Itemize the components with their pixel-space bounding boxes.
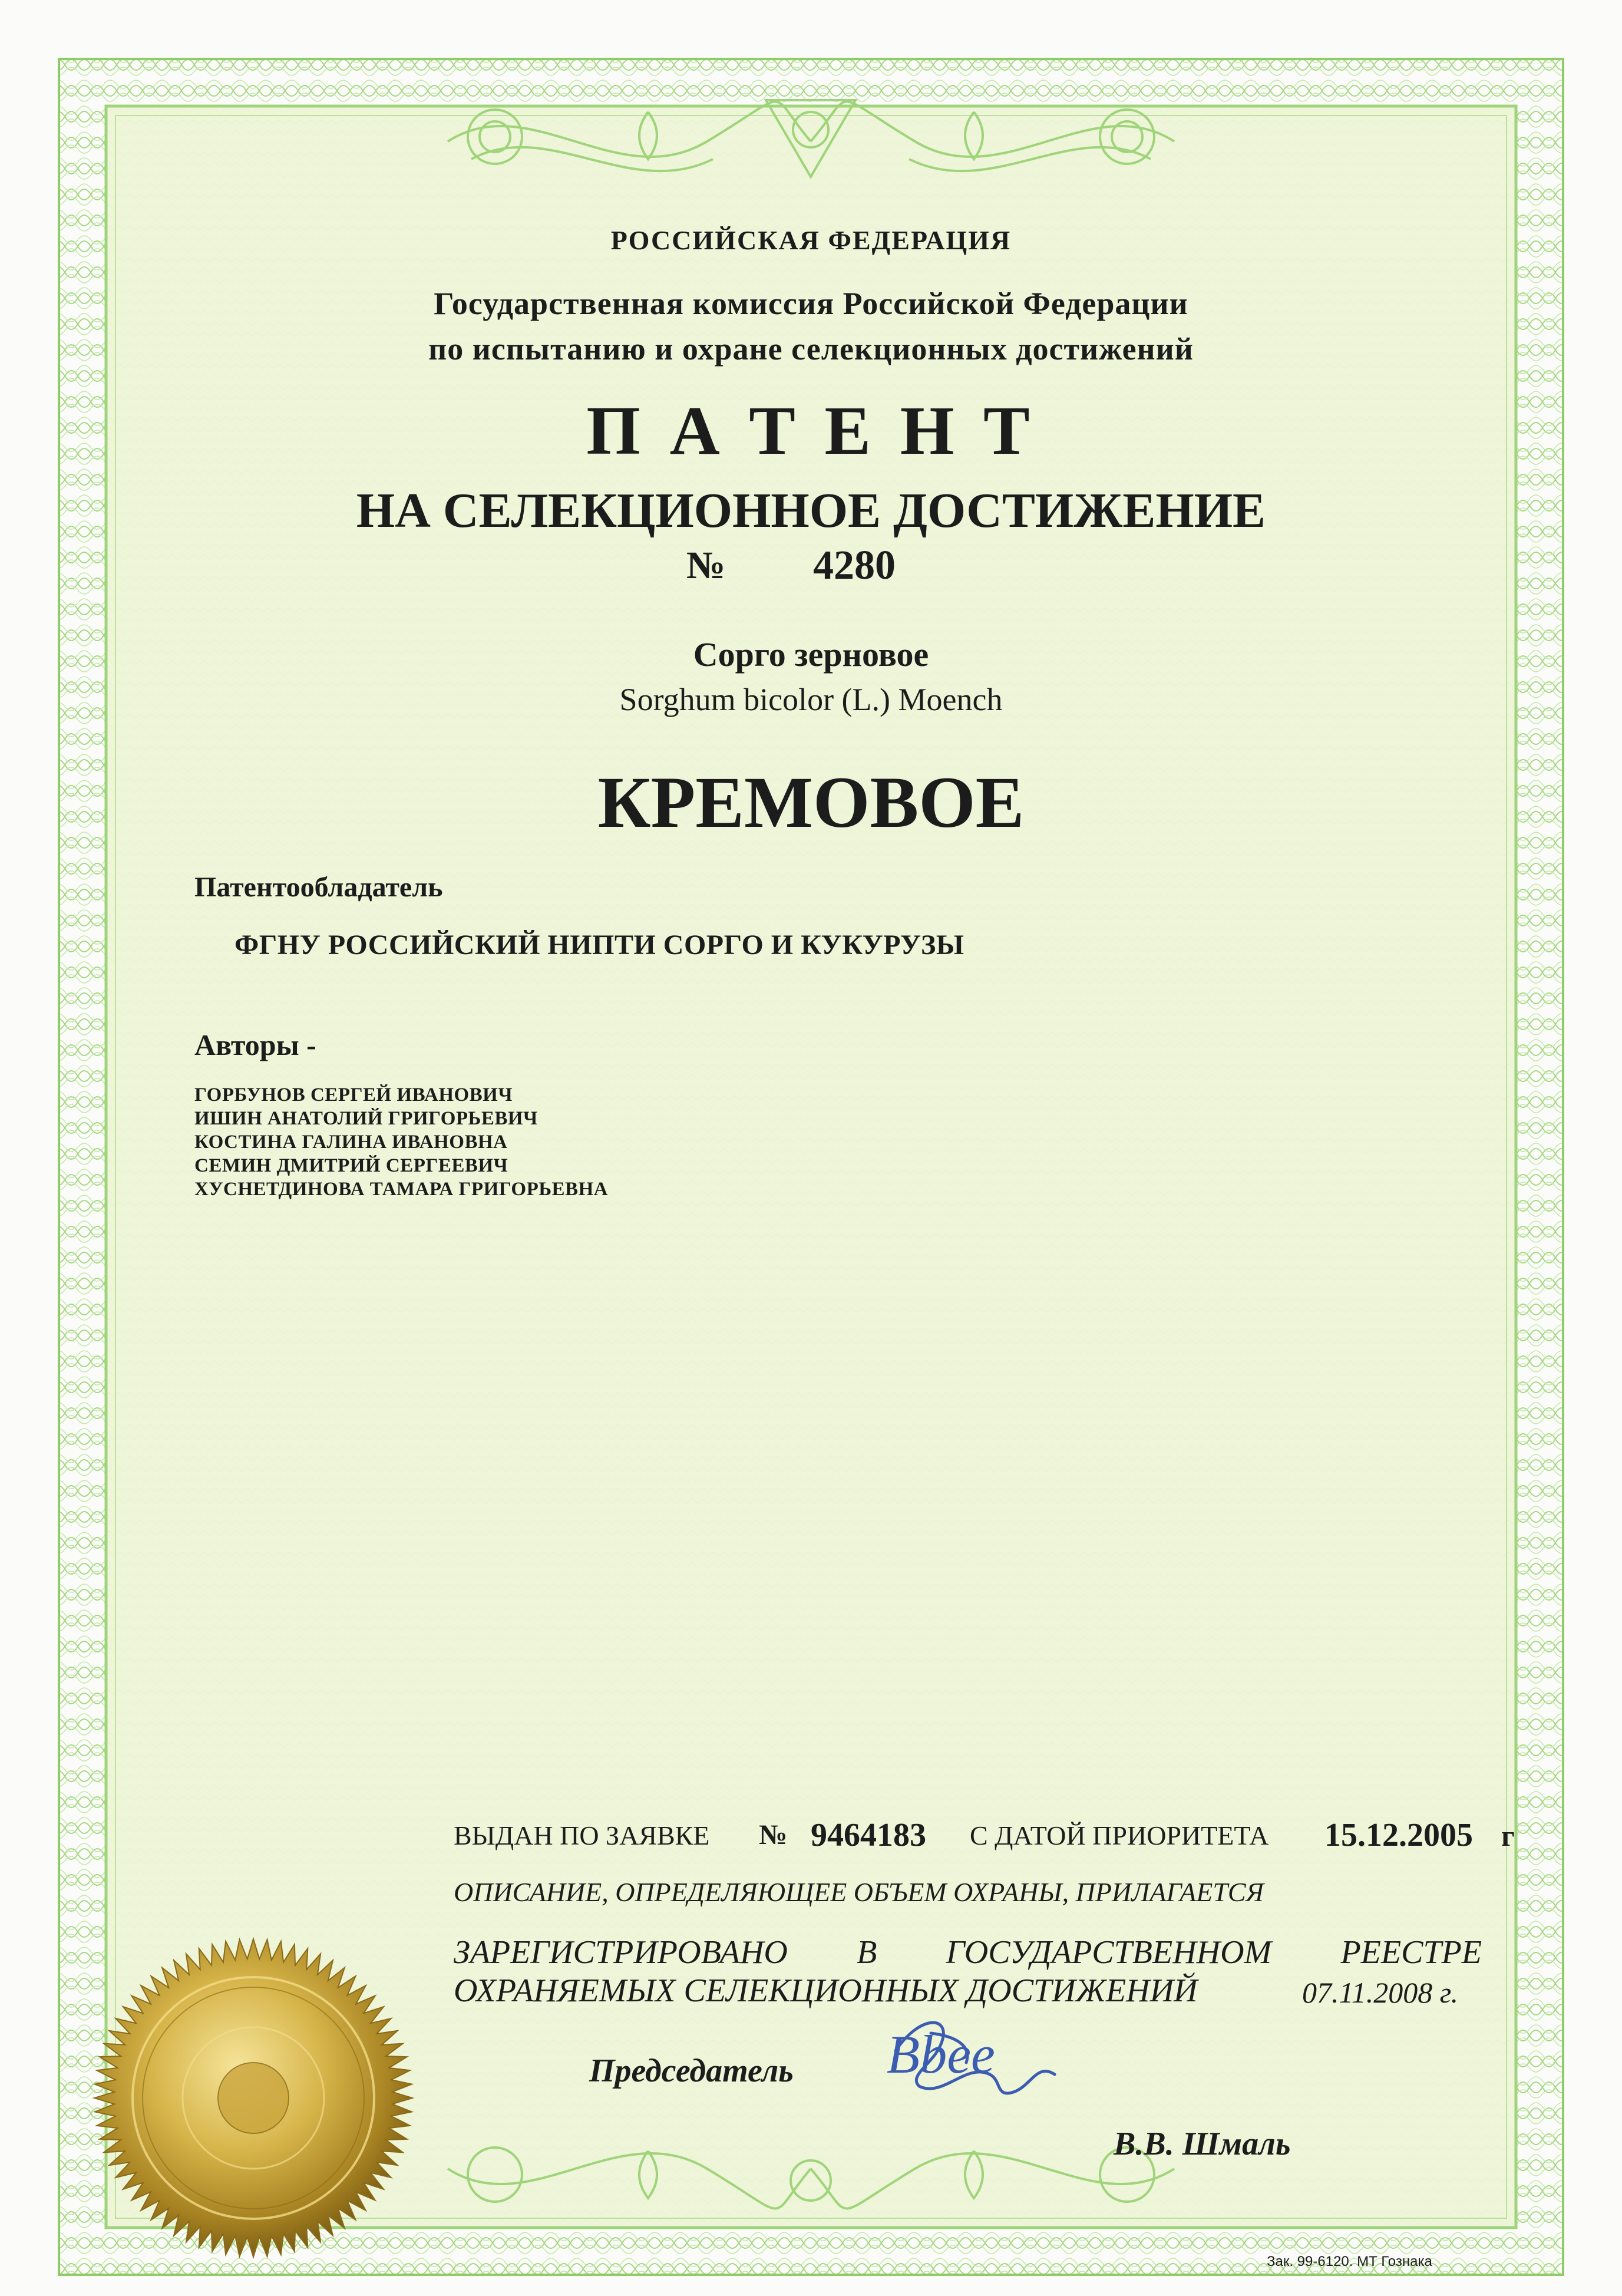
- authors-label: Авторы -: [194, 1028, 316, 1061]
- application-number-sign: №: [759, 1819, 788, 1850]
- gold-seal: [94, 1939, 412, 2257]
- patent-number-sign: №: [686, 544, 726, 587]
- patent-number: 4280: [813, 543, 896, 588]
- variety-name: КРЕМОВОЕ: [597, 762, 1025, 843]
- author-3: КОСТИНА ГАЛИНА ИВАНОВНА: [194, 1131, 508, 1153]
- priority-year-suffix: г: [1501, 1819, 1515, 1852]
- holder-label: Патентообладатель: [194, 872, 443, 903]
- author-2: ИШИН АНАТОЛИЙ ГРИГОРЬЕВИЧ: [194, 1108, 538, 1129]
- patent-subtitle: НА СЕЛЕКЦИОННОЕ ДОСТИЖЕНИЕ: [356, 483, 1266, 538]
- description-note: ОПИСАНИЕ, ОПРЕДЕЛЯЮЩЕЕ ОБЪЕМ ОХРАНЫ, ПРИЛАГАЕТСЯ: [454, 1877, 1264, 1907]
- priority-label: С ДАТОЙ ПРИОРИТЕТА: [970, 1820, 1269, 1850]
- author-4: СЕМИН ДМИТРИЙ СЕРГЕЕВИЧ: [194, 1155, 508, 1176]
- crop-name: Сорго зерновое: [693, 635, 929, 674]
- commission-line-2: по испытанию и охране селекционных достижений: [428, 331, 1194, 367]
- chairman-title: Председатель: [589, 2053, 794, 2089]
- holder-name: ФГНУ РОССИЙСКИЙ НИПТИ СОРГО И КУКУРУЗЫ: [234, 929, 964, 961]
- application-number: 9464183: [811, 1817, 926, 1853]
- author-1: ГОРБУНОВ СЕРГЕЙ ИВАНОВИЧ: [194, 1084, 513, 1106]
- crop-latin-name: Sorghum bicolor (L.) Moench: [619, 682, 1003, 717]
- registration-date: 07.11.2008 г.: [1302, 1976, 1459, 2009]
- author-5: ХУСНЕТДИНОВА ТАМАРА ГРИГОРЬЕВНА: [194, 1179, 609, 1200]
- chairman-name: В.В. Шмаль: [1114, 2126, 1291, 2162]
- issued-label: ВЫДАН ПО ЗАЯВКЕ: [454, 1820, 710, 1850]
- registered-line-1: ЗАРЕГИСТРИРОВАНО В ГОСУДАРСТВЕННОМ РЕЕСТРЕ: [454, 1934, 1482, 1971]
- priority-date: 15.12.2005: [1324, 1817, 1473, 1853]
- patent-title: П А Т Е Н Т: [586, 392, 1036, 469]
- country-heading: РОССИЙСКАЯ ФЕДЕРАЦИЯ: [610, 225, 1012, 255]
- authors-list: [194, 1083, 608, 1201]
- commission-line-1: Государственная комиссия Российской Федерации: [434, 286, 1188, 321]
- signature-handwriting: Вbee: [887, 2024, 995, 2084]
- registered-line-2: ОХРАНЯЕМЫХ СЕЛЕКЦИОННЫХ ДОСТИЖЕНИЙ: [454, 1972, 1198, 2009]
- print-mark: Зак. 99-6120. МТ Гознака: [1267, 2254, 1432, 2269]
